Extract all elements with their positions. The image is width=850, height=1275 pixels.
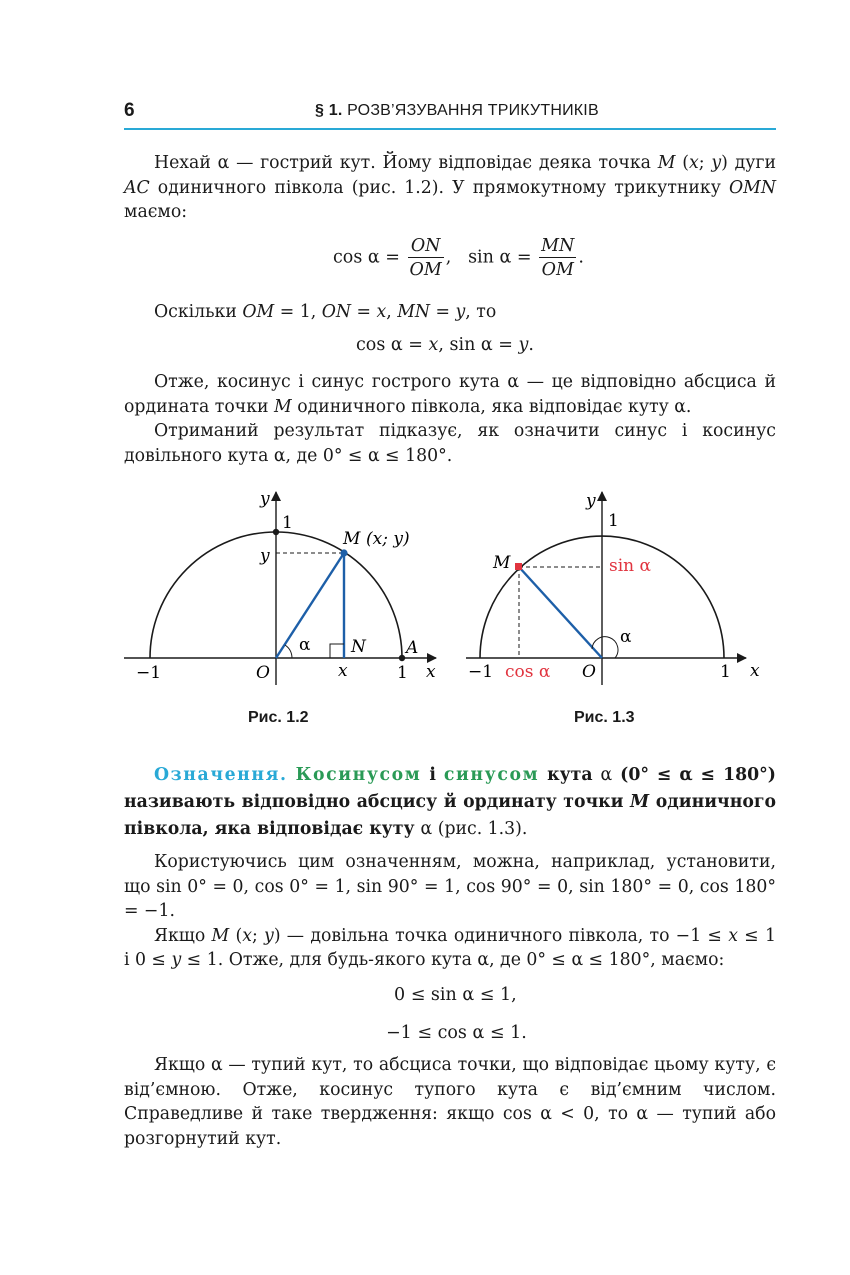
point-a xyxy=(399,655,405,661)
point-m xyxy=(515,563,522,570)
figure-1-3 xyxy=(462,480,772,700)
label-m-coords: (x; y) xyxy=(366,529,410,549)
formula-cos-x-sin-y: cos α = x, sin α = y. xyxy=(356,335,534,355)
label-one-top: 1 xyxy=(608,511,619,531)
label-one-right: 1 xyxy=(397,663,408,683)
term-sinus: синусом xyxy=(443,765,540,785)
label-m: M xyxy=(343,529,361,549)
section-title: РОЗВ’ЯЗУВАННЯ ТРИКУТНИКІВ xyxy=(347,102,599,119)
right-angle-mark xyxy=(330,644,344,658)
formula-sin-range: 0 ≤ sin α ≤ 1, xyxy=(394,985,517,1005)
label-y-axis: y xyxy=(260,489,270,509)
formula-cos-sin-ratio: cos α = $\frac{ON}{OM}$ , sin α = $\frac{MN}{OM}$ . xyxy=(333,236,584,280)
label-x-axis: x xyxy=(750,661,760,681)
paragraph-arbitrary-point: Якщо M (x; y) — довільна точка одиничного півкола, то −1 ≤ x ≤ 1 і 0 ≤ y ≤ 1. Отже, для будь-якого кута α, де 0° ≤ α ≤ 180°, маємо: xyxy=(124,925,776,970)
label-y-axis: y xyxy=(586,491,596,511)
caption-fig-1-2: Рис. 1.2 xyxy=(248,709,309,726)
label-a: A xyxy=(406,638,419,658)
alpha-arc xyxy=(285,645,292,658)
formula-cos-range: −1 ≤ cos α ≤ 1. xyxy=(386,1023,527,1043)
label-y: y xyxy=(260,546,270,566)
definition-block: Означення. Косинусом і синусом кута α (0° ≤ α ≤ 180°) називають відповідно абсцису й ординату точки M одиничного півкола, яка відповідає куту α (рис. 1.3). xyxy=(124,765,776,839)
label-minus-one: −1 xyxy=(136,663,162,683)
paragraph-obtuse: Якщо α — тупий кут, то абсциса точки, що відповідає цьому куту, є від’ємною. Отже, косинус тупого кута є від’ємним числом. Справедливе й таке твердження: якщо cos α < 0, то α — тупий або розгорнутий кут. xyxy=(124,1055,776,1149)
radius-om xyxy=(519,567,602,658)
term-kosinus: Косинусом xyxy=(295,765,422,785)
label-o: O xyxy=(256,663,270,683)
label-alpha: α xyxy=(299,635,311,655)
paragraph-examples: Користуючись цим означенням, можна, наприклад, установити, що sin 0° = 0, cos 0° = 1, sin 90° = 1, cos 90° = 0, sin 180° = 0, cos 180° = −1. Якщо M (x; y) — довільна точка одиничного півкола, то −1 ≤ x ≤ 1 і 0 ≤ y ≤ 1. Отже, для будь-якого кута α, де 0° ≤ α ≤ 180°, маємо: xyxy=(124,850,776,973)
label-one-right: 1 xyxy=(720,662,731,682)
paragraph-therefore: Отже, косинус і синус гострого кута α — це відповідно абсциса й ордината точки M одиничного півкола, яка відповідає куту α. Отриманий результат підказує, як означити синус і косинус довільного кута α, де 0° ≤ α ≤ 180°. xyxy=(124,370,776,468)
paragraph-result: Отриманий результат підказує, як означити синус і косинус довільного кута α, де 0° ≤ α ≤ 180°. xyxy=(124,421,776,466)
caption-fig-1-3: Рис. 1.3 xyxy=(574,709,635,726)
point-m xyxy=(340,549,347,556)
paragraph-intro: Нехай α — гострий кут. Йому відповідає деяка точка M (x; y) дуги AC одиничного півкола (рис. 1.2). У прямокутному трикутнику OMN маємо: xyxy=(124,153,776,222)
label-m: M xyxy=(493,553,511,573)
figure-1-2 xyxy=(124,480,454,700)
page-number: 6 xyxy=(124,100,135,121)
label-sin-alpha: sin α xyxy=(609,556,651,576)
definition-term: Означення. xyxy=(154,765,288,785)
label-one-top: 1 xyxy=(282,513,293,533)
paragraph-since: Оскільки OM = 1, ON = x, MN = y, то xyxy=(154,302,497,322)
point-top xyxy=(273,529,279,535)
header-rule xyxy=(124,128,776,130)
label-o: O xyxy=(582,662,596,682)
running-header xyxy=(315,102,599,120)
section-mark: § 1. xyxy=(315,102,343,119)
label-alpha: α xyxy=(620,627,632,647)
label-minus-one: −1 xyxy=(468,662,494,682)
label-x-foot: x xyxy=(338,661,348,681)
alpha-arc xyxy=(592,637,618,658)
label-n: N xyxy=(351,637,366,657)
label-x-axis: x xyxy=(426,662,436,682)
label-cos-alpha: cos α xyxy=(505,662,551,682)
